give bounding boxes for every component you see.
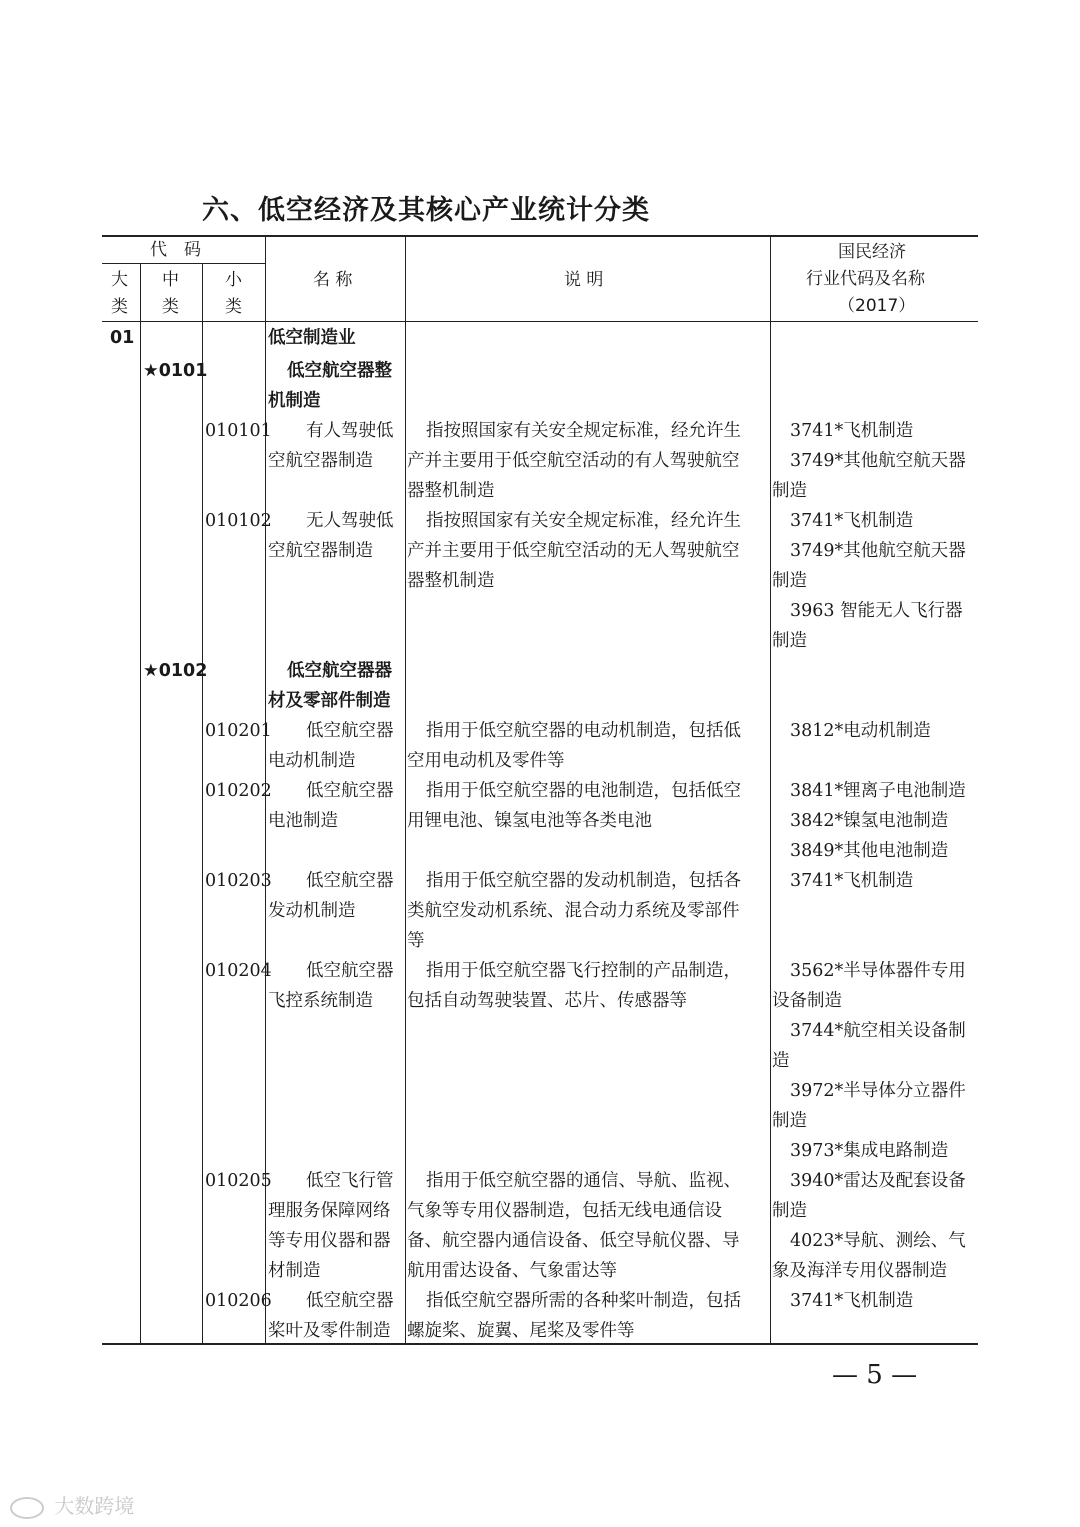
industry-line: 3744*航空相关设备制 [790,1021,966,1041]
item-name-line: 发动机制造 [268,901,356,921]
minor-code: 010203 [205,871,272,891]
item-desc-line: 器整机制造 [407,481,495,501]
minor-code: 010101 [205,421,272,441]
item-name-line: 低空航空器 [306,961,394,981]
industry-line: 3741*飞机制造 [790,511,914,531]
header-code: 代 码 [150,240,201,260]
item-name-line: 低空航空器 [306,721,394,741]
minor-code: 010206 [205,1291,272,1311]
item-desc-line: 指用于低空航空器的电池制造，包括低空 [426,781,741,801]
page-title: 六、低空经济及其核心产业统计分类 [202,195,650,226]
col-rule-desc [770,236,771,1344]
item-desc-line: 指用于低空航空器的通信、导航、监视、 [426,1171,741,1191]
industry-line: 3741*飞机制造 [790,1291,914,1311]
minor-code: 010204 [205,961,272,981]
item-name-line: 空航空器制造 [268,541,373,561]
header-description: 说 明 [564,270,604,290]
item-name-line: 空航空器制造 [268,451,373,471]
header-industry-2: 行业代码及名称 [806,269,925,289]
item-name-line: 电动机制造 [268,751,356,771]
industry-line: 3812*电动机制造 [790,721,931,741]
industry-line: 制造 [772,1111,807,1131]
watermark [10,1490,134,1519]
industry-line: 3973*集成电路制造 [790,1141,949,1161]
header-major-2: 类 [111,297,128,317]
item-desc-line: 航用雷达设备、气象雷达等 [407,1261,617,1281]
middle-code: ★0101 [143,361,208,381]
middle-code: ★0102 [143,661,208,681]
header-bottom-rule [102,321,978,322]
item-name-line: 低空飞行管 [306,1171,394,1191]
item-desc-line: 气象等专用仪器制造，包括无线电通信设 [407,1201,722,1221]
minor-code: 010205 [205,1171,272,1191]
header-middle-1: 中 [162,270,179,290]
item-desc-line: 类航空发动机系统、混合动力系统及零部件 [407,901,740,921]
industry-line: 设备制造 [772,991,842,1011]
item-desc-line: 产并主要用于低空航空活动的无人驾驶航空 [407,541,740,561]
page-number: — 5 — [832,1360,918,1390]
item-desc-line: 等 [407,931,425,951]
item-desc-line: 器整机制造 [407,571,495,591]
industry-line: 3972*半导体分立器件 [790,1081,966,1101]
header-minor-1: 小 [225,270,242,290]
industry-line: 3841*锂离子电池制造 [790,781,966,801]
industry-line: 3963 智能无人飞行器 [790,601,963,621]
header-major-1: 大 [111,270,128,290]
item-name-line: 低空航空器 [306,871,394,891]
major-code: 01 [110,328,135,348]
item-name-line: 理服务保障网络 [268,1201,391,1221]
col-rule-name [405,236,406,1344]
industry-line: 制造 [772,1201,807,1221]
item-desc-line: 备、航空器内通信设备、低空导航仪器、导 [407,1231,740,1251]
item-desc-line: 螺旋桨、旋翼、尾桨及零件等 [407,1321,635,1341]
table-top-rule [102,235,978,237]
item-name-line: 飞控系统制造 [268,991,373,1011]
middle-name-line: 低空航空器整 [287,361,392,381]
item-name-line: 低空航空器 [306,1291,394,1311]
col-rule-middle [202,264,203,1344]
industry-line: 制造 [772,571,807,591]
industry-line: 3741*飞机制造 [790,421,914,441]
item-desc-line: 包括自动驾驶装置、芯片、传感器等 [407,991,687,1011]
industry-line: 3749*其他航空航天器 [790,451,966,471]
industry-line: 3940*雷达及配套设备 [790,1171,966,1191]
header-middle-2: 类 [162,297,179,317]
industry-line: 3741*飞机制造 [790,871,914,891]
item-desc-line: 指用于低空航空器飞行控制的产品制造， [426,961,741,981]
industry-line: 3562*半导体器件专用 [790,961,966,981]
header-minor-2: 类 [225,297,242,317]
industry-line: 4023*导航、测绘、气 [790,1231,966,1251]
item-name-line: 等专用仪器和器 [268,1231,391,1251]
header-industry-3: （2017） [838,296,916,316]
watermark-logo-icon [10,1497,44,1519]
minor-code: 010201 [205,721,272,741]
item-name-line: 材制造 [268,1261,321,1281]
middle-name-line: 低空航空器器 [287,661,392,681]
minor-code: 010102 [205,511,272,531]
industry-line: 象及海洋专用仪器制造 [772,1261,947,1281]
minor-code: 010202 [205,781,272,801]
industry-line: 制造 [772,631,807,651]
item-desc-line: 指按照国家有关安全规定标准，经允许生 [426,511,741,531]
industry-line: 3842*镍氢电池制造 [790,811,949,831]
header-name: 名 称 [313,270,353,290]
item-desc-line: 指用于低空航空器的电动机制造，包括低 [426,721,741,741]
major-name: 低空制造业 [268,328,356,348]
item-desc-line: 指按照国家有关安全规定标准，经允许生 [426,421,741,441]
industry-line: 制造 [772,481,807,501]
item-desc-line: 用锂电池、镍氢电池等各类电池 [407,811,652,831]
item-name-line: 无人驾驶低 [306,511,394,531]
item-desc-line: 空用电动机及零件等 [407,751,565,771]
item-name-line: 电池制造 [268,811,338,831]
industry-line: 3749*其他航空航天器 [790,541,966,561]
industry-line: 造 [772,1051,790,1071]
item-name-line: 有人驾驶低 [306,421,394,441]
item-desc-line: 产并主要用于低空航空活动的有人驾驶航空 [407,451,740,471]
industry-line: 3849*其他电池制造 [790,841,949,861]
header-industry-1: 国民经济 [838,242,906,262]
middle-name-line: 材及零部件制造 [268,691,391,711]
item-desc-line: 指低空航空器所需的各种桨叶制造，包括 [426,1291,741,1311]
item-name-line: 桨叶及零件制造 [268,1321,391,1341]
middle-name-line: 机制造 [268,391,321,411]
col-rule-major [140,264,141,1344]
item-name-line: 低空航空器 [306,781,394,801]
watermark-text: 大数跨境 [54,1494,135,1518]
item-desc-line: 指用于低空航空器的发动机制造，包括各 [426,871,741,891]
